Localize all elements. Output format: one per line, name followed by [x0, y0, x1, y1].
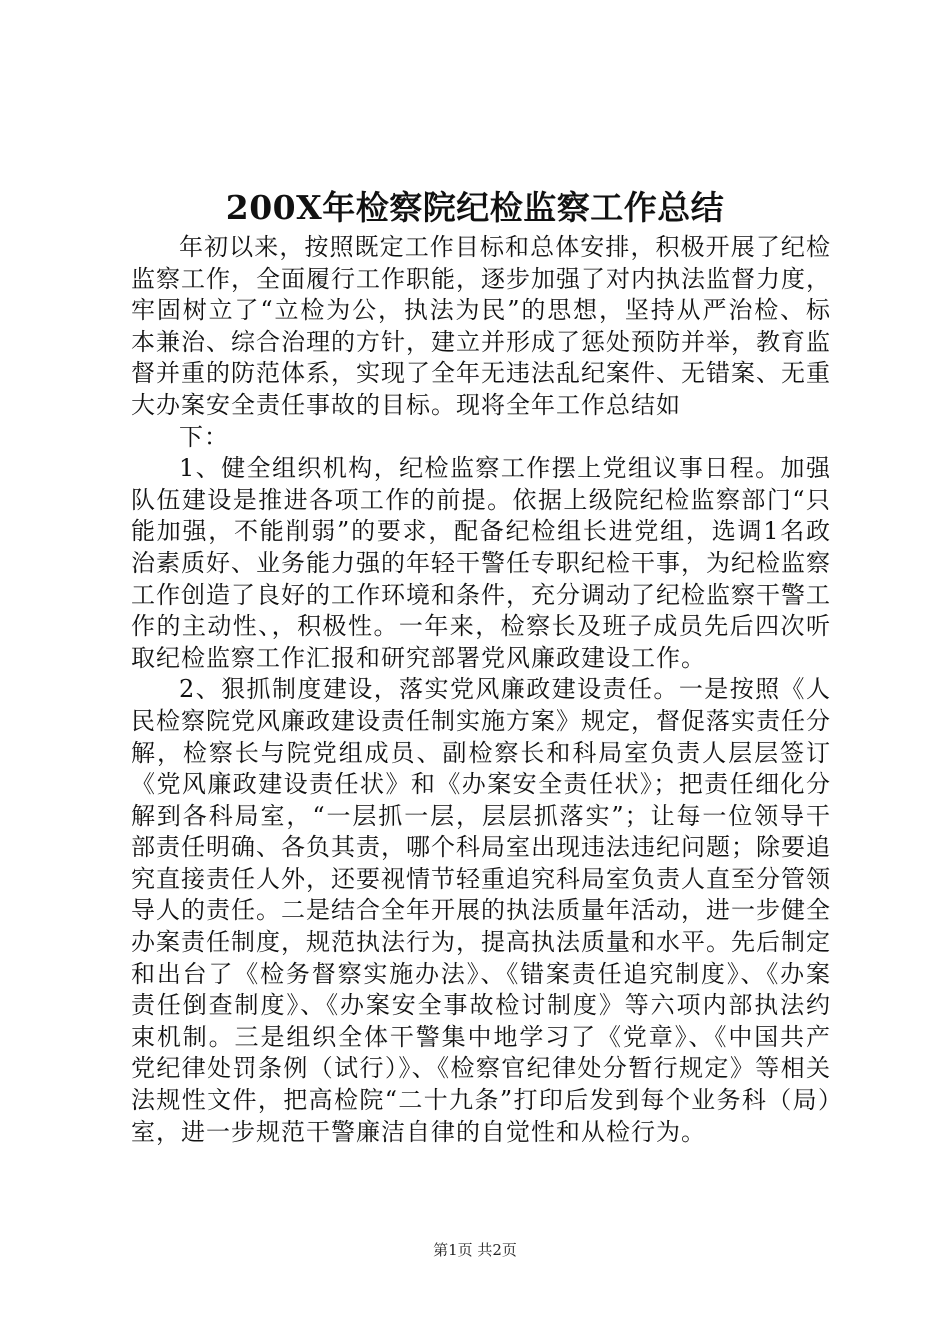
- paragraph-intro-continuation: 下：: [179, 422, 229, 451]
- paragraph-section-1: 1、健全组织机构，纪检监察工作摆上党组议事日程。加强队伍建设是推进各项工作的前提。依据上级院纪检监察部门“只能加强，不能削弱”的要求，配备纪检组长进党组，选调1名政治素质好、业务能力强的年轻干警任专职纪检干事，为纪检监察工作创造了良好的工作环境和条件，充分调动了纪检监察干警工作的主动性、，积极性。一年来，检察长及班子成员先后四次听取纪检监察工作汇报和研究部署党风廉政建设工作。: [131, 454, 831, 672]
- paragraph-section-2: 2、狠抓制度建设，落实党风廉政建设责任。一是按照《人民检察院党风廉政建设责任制实施方案》规定，督促落实责任分解，检察长与院党组成员、副检察长和科局室负责人层层签订《党风廉政建设责任状》和《办案安全责任状》；把责任细化分解到各科局室，“一层抓一层，层层抓落实”；让每一位领导干部责任明确、各负其责，哪个科局室出现违法违纪问题；除要追究直接责任人外，还要视情节轻重追究科局室负责人直至分管领导人的责任。二是结合全年开展的执法质量年活动，进一步健全办案责任制度，规范执法行为，提高执法质量和水平。先后制定和出台了《检务督察实施办法》、《错案责任追究制度》、《办案责任倒查制度》、《办案安全事故检讨制度》等六项内部执法约束机制。三是组织全体干警集中地学习了《党章》、《中国共产党纪律处罚条例（试行）》、《检察官纪律处分暂行规定》等相关法规性文件，把高检院“二十九条”打印后发到每个业务科（局）室，进一步规范干警廉洁自律的自觉性和从检行为。: [131, 675, 831, 1146]
- paragraph-intro: 年初以来，按照既定工作目标和总体安排，积极开展了纪检监察工作，全面履行工作职能，逐步加强了对内执法监督力度，牢固树立了“立检为公，执法为民”的思想，坚持从严治检、标本兼治、综合治理的方针，建立并形成了惩处预防并举，教育监督并重的防范体系，实现了全年无违法乱纪案件、无错案、无重大办案安全责任事故的目标。现将全年工作总结如: [131, 233, 831, 419]
- page-number-footer: 第1页 共2页: [433, 1241, 517, 1259]
- document-body: [131, 232, 831, 1148]
- document-title: 200X年检察院纪检监察工作总结: [225, 188, 725, 227]
